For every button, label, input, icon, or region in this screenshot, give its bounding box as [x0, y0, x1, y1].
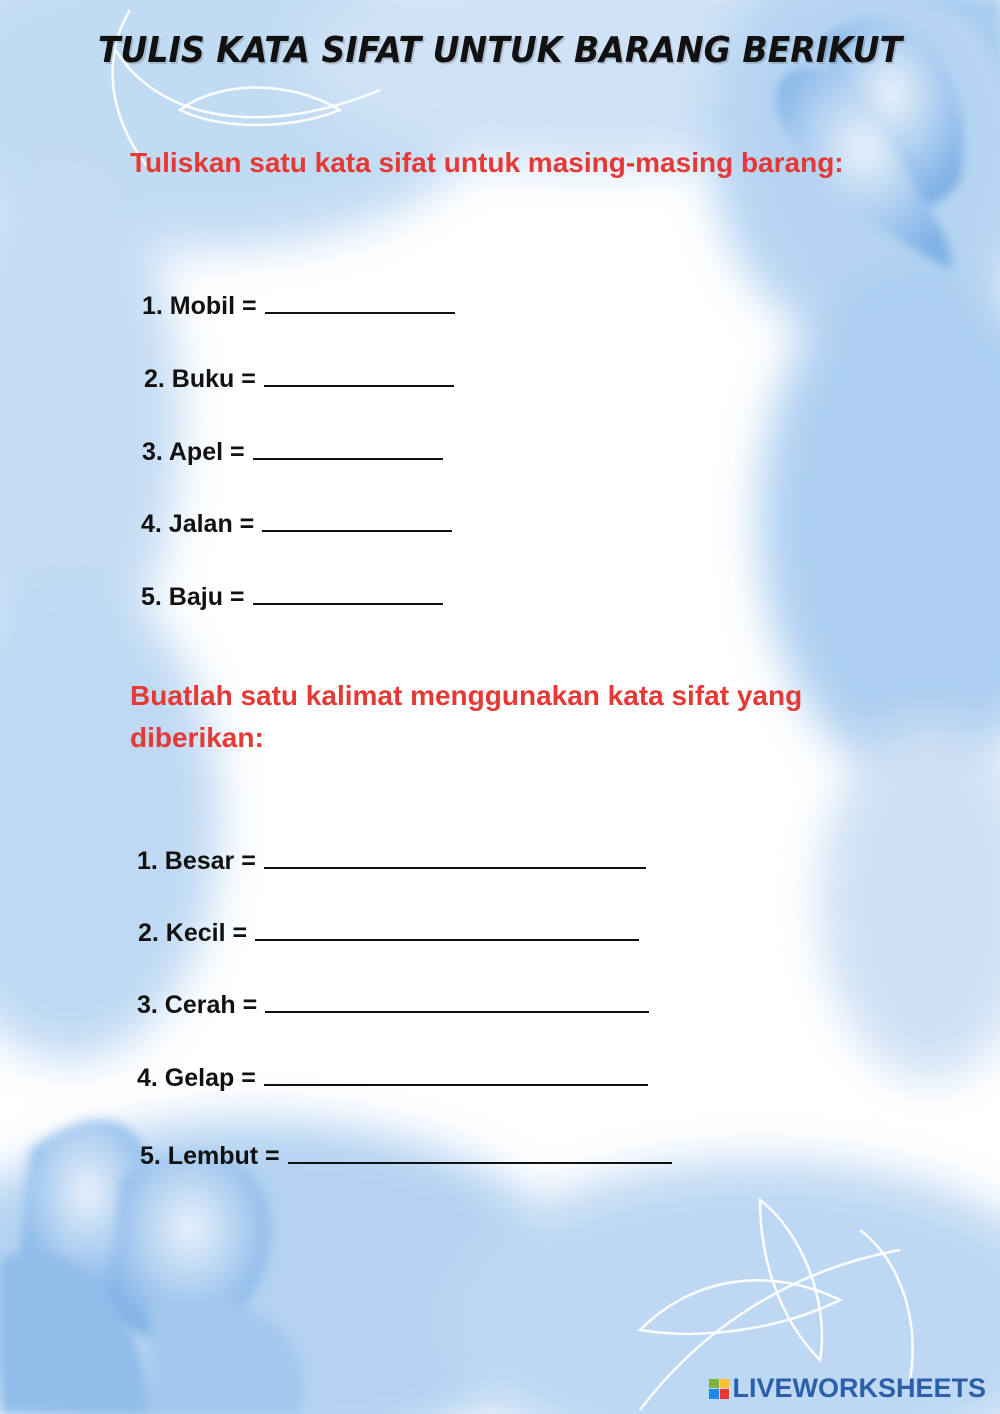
section1-item-5 — [141, 581, 443, 612]
section1-item-2 — [144, 363, 454, 394]
item-label: 5. Lembut = — [140, 1142, 280, 1170]
item-label: 3. Apel = — [142, 438, 245, 466]
section2-item-5 — [140, 1140, 672, 1171]
answer-blank[interactable] — [265, 989, 649, 1013]
section1-instruction: Tuliskan satu kata sifat untuk masing-masing barang: — [130, 147, 844, 178]
answer-blank[interactable] — [253, 581, 443, 605]
item-label: 3. Cerah = — [137, 991, 258, 1019]
item-label: 1. Mobil = — [142, 292, 257, 320]
section1-item-4 — [141, 508, 452, 539]
answer-blank[interactable] — [253, 436, 443, 460]
item-label: 2. Buku = — [144, 365, 256, 393]
page-title: TULIS KATA SIFAT UNTUK BARANG BERIKUT — [97, 30, 903, 71]
section2-instruction: Buatlah satu kalimat menggunakan kata sifat yang diberikan: — [130, 680, 803, 753]
section2-item-1 — [137, 845, 646, 876]
answer-blank[interactable] — [262, 508, 452, 532]
item-label: 1. Besar = — [137, 847, 256, 875]
section1-item-1 — [142, 290, 455, 321]
item-label: 2. Kecil = — [138, 919, 248, 947]
item-label: 4. Jalan = — [141, 510, 255, 538]
liveworksheets-footer[interactable] — [709, 1373, 986, 1404]
section2-item-4 — [137, 1062, 648, 1093]
answer-blank[interactable] — [288, 1140, 672, 1164]
section1-item-3 — [142, 436, 443, 467]
section2-item-2 — [138, 917, 639, 948]
answer-blank[interactable] — [265, 290, 455, 314]
answer-blank[interactable] — [264, 363, 454, 387]
item-label: 4. Gelap = — [137, 1064, 256, 1092]
item-label: 5. Baju = — [141, 583, 245, 611]
section2-item-3 — [137, 989, 649, 1020]
answer-blank[interactable] — [264, 845, 646, 869]
brand-name: LIVEWORKSHEETS — [732, 1373, 986, 1403]
liveworksheets-logo-icon — [709, 1379, 729, 1399]
answer-blank[interactable] — [255, 917, 639, 941]
answer-blank[interactable] — [264, 1062, 648, 1086]
